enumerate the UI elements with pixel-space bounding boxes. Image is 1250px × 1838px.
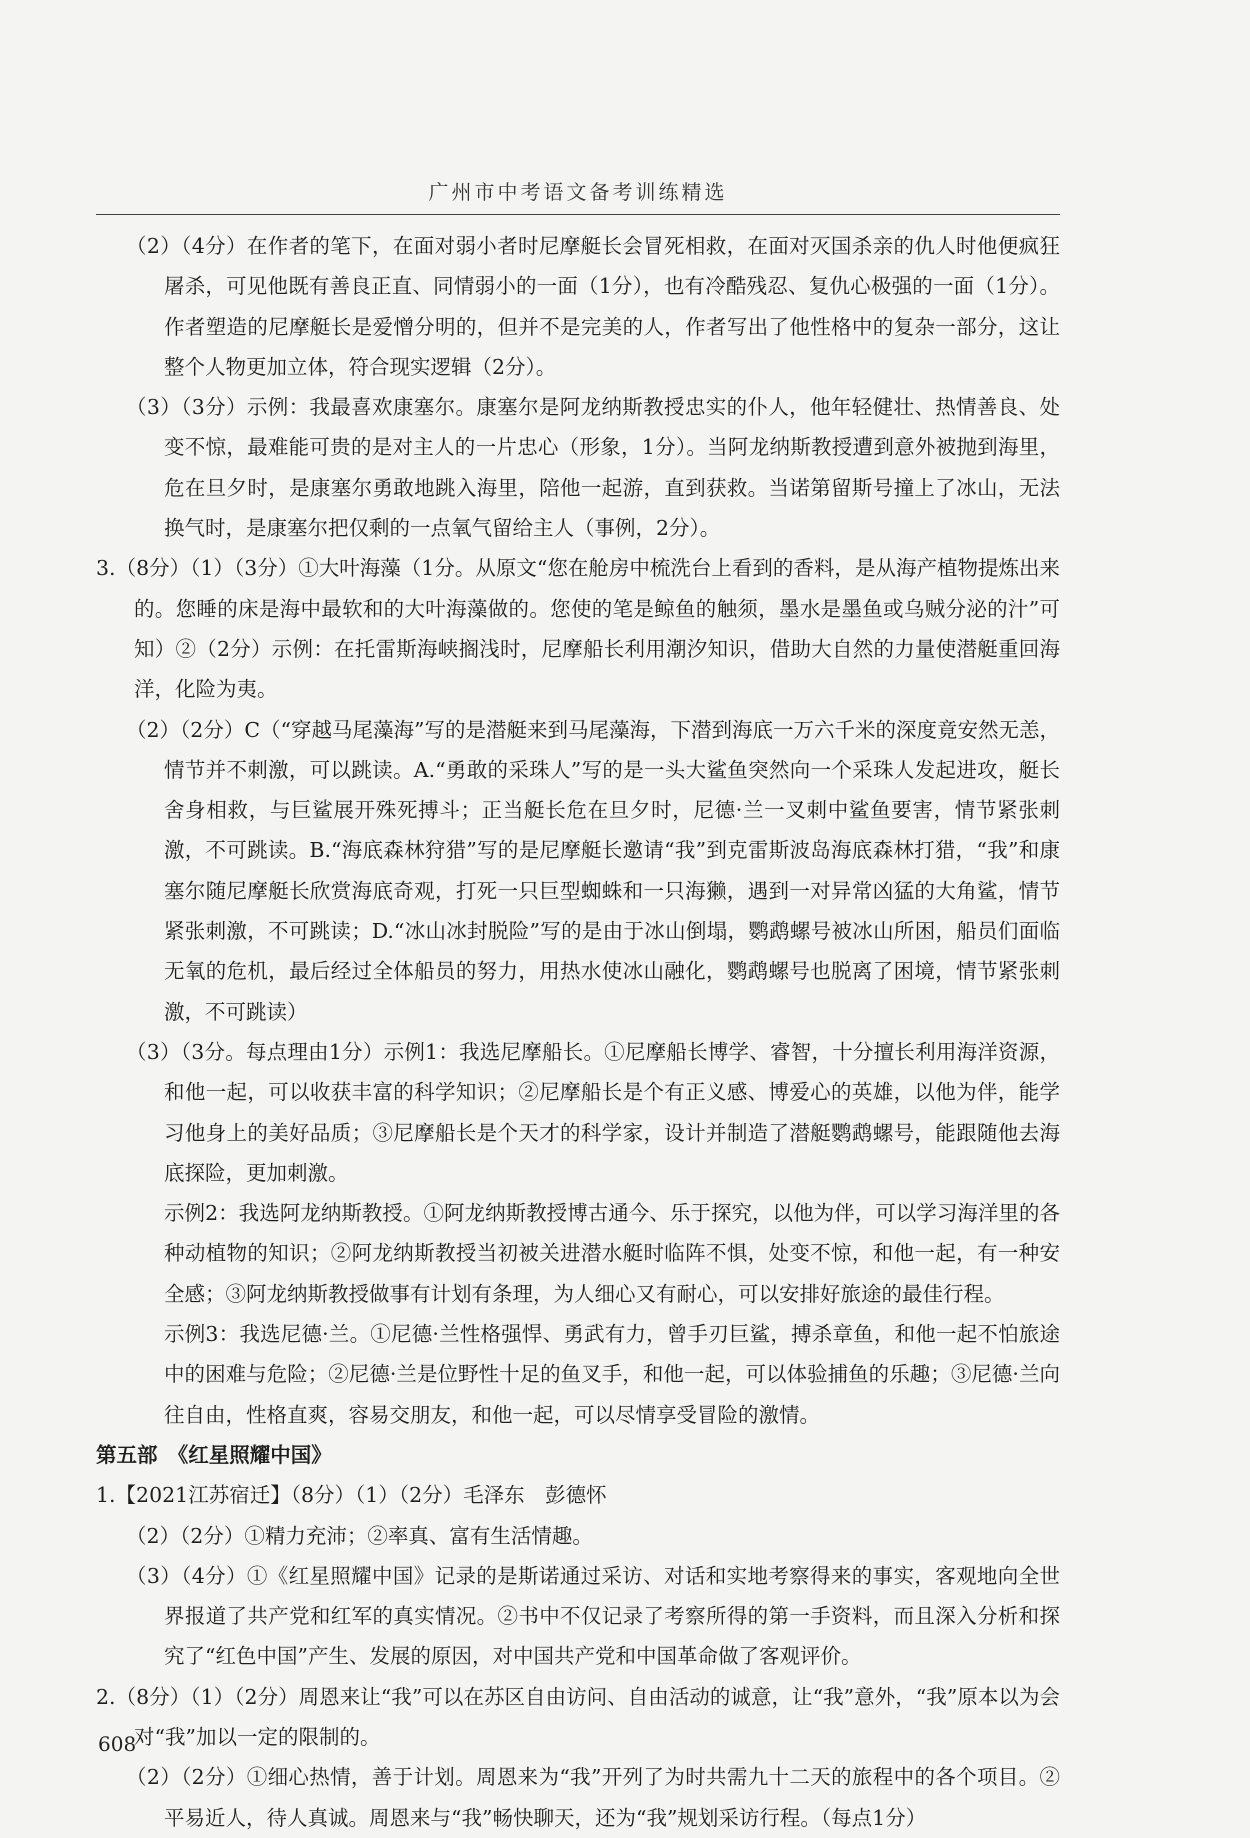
answer-3-2: （2）（2分）C（“穿越马尾藻海”写的是潜艇来到马尾藻海，下潜到海底一万六千米的深度竟安然无恙，情节并不刺激，可以跳读。A.“勇敢的采珠人”写的是一头大鲨鱼突然向一个采珠人发起进攻，艇长舍身相救，与巨鲨展开殊死搏斗；正当艇长危在旦夕时，尼德·兰一叉刺中鲨鱼要害，情节紧张刺激，不可跳读。B.“海底森林狩猎”写的是尼摩艇长邀请“我”到克雷斯波岛海底森林打猎，“我”和康塞尔随尼摩艇长欣赏海底奇观，打死一只巨型蜘蛛和一只海獭，遇到一对异常凶猛的大角鲨，情节紧张刺激，不可跳读；D.“冰山冰封脱险”写的是由于冰山倒塌，鹦鹉螺号被冰山所困，船员们面临无氧的危机，最后经过全体船员的努力，用热水使冰山融化，鹦鹉螺号也脱离了困境，情节紧张刺激，不可跳读） — [126, 717, 1060, 1024]
running-header: 广州市中考语文备考训练精选 — [428, 180, 728, 204]
answer-1-3: （3）（4分）①《红星照耀中国》记录的是斯诺通过采访、对话和实地考察得来的事实，客观地向全世界报道了共产党和红军的真实情况。②书中不仅记录了考察所得的第一手资料，而且深入分析和探究了“红色中国”产生、发展的原因，对中国共产党和中国革命做了客观评价。 — [126, 1563, 1060, 1669]
header-rule — [96, 214, 1060, 215]
answer-3-3-example1: （3）（3分。每点理由1分）示例1：我选尼摩船长。①尼摩船长博学、睿智，十分擅长利用海洋资源，和他一起，可以收获丰富的科学知识；②尼摩船长是个有正义感、博爱心的英雄，以他为伴，能学习他身上的美好品质；③尼摩船长是个天才的科学家，设计并制造了潜艇鹦鹉螺号，能跟随他去海底探险，更加刺激。 — [126, 1039, 1060, 1185]
answer-3-1: 3.（8分）（1）（3分）①大叶海藻（1分。从原文“您在舱房中梳洗台上看到的香料，是从海产植物提炼出来的。您睡的床是海中最软和的大叶海藻做的。您使的笔是鲸鱼的触须，墨水是墨鱼或乌贼分泌的汁”可知）②（2分）示例：在托雷斯海峡搁浅时，尼摩船长利用潮汐知识，借助大自然的力量使潜艇重回海洋，化险为夷。 — [96, 556, 1060, 702]
page-number: 608 — [98, 1732, 137, 1756]
answer-3-3-example2: 示例2：我选阿龙纳斯教授。①阿龙纳斯教授博古通今、乐于探究，以他为伴，可以学习海洋里的各种动植物的知识；②阿龙纳斯教授当初被关进潜水艇时临阵不惧，处变不惊，和他一起，有一种安全感；③阿龙纳斯教授做事有计划有条理，为人细心又有耐心，可以安排好旅途的最佳行程。 — [164, 1201, 1060, 1306]
answer-3-3-example3: 示例3：我选尼德·兰。①尼德·兰性格强悍、勇武有力，曾手刃巨鲨，搏杀章鱼，和他一起不怕旅途中的困难与危险；②尼德·兰是位野性十足的鱼叉手，和他一起，可以体验捕鱼的乐趣；③尼德·兰向往自由，性格直爽，容易交朋友，和他一起，可以尽情享受冒险的激情。 — [164, 1322, 1060, 1427]
answer-2-2b: （2）（2分）①细心热情，善于计划。周恩来为“我”开列了为时共需九十二天的旅程中的各个项目。②平易近人，待人真诚。周恩来与“我”畅快聊天，还为“我”规划采访行程。（每点1分） — [126, 1765, 1060, 1830]
answer-1-2: （2）（2分）①精力充沛；②率真、富有生活情趣。 — [126, 1523, 593, 1548]
answer-1-1: 1.【2021江苏宿迁】（8分）（1）（2分）毛泽东 彭德怀 — [96, 1483, 607, 1508]
answer-2-3: （3）（3分）示例：我最喜欢康塞尔。康塞尔是阿龙纳斯教授忠实的仆人，他年轻健壮、热情善良、处变不惊，最难能可贵的是对主人的一片忠心（形象，1分）。当阿龙纳斯教授遭到意外被抛到海里，危在旦夕时，是康塞尔勇敢地跳入海里，陪他一起游，直到获救。当诺第留斯号撞上了冰山，无法换气时，是康塞尔把仅剩的一点氧气留给主人（事例，2分）。 — [126, 395, 1060, 541]
answer-2-2: （2）（4分）在作者的笔下，在面对弱小者时尼摩艇长会冒死相救，在面对灭国杀亲的仇人时他便疯狂屠杀，可见他既有善良正直、同情弱小的一面（1分），也有冷酷残忍、复仇心极强的一面（1分）。作者塑造的尼摩艇长是爱憎分明的，但并不是完美的人，作者写出了他性格中的复杂一部分，这让整个人物更加立体，符合现实逻辑（2分）。 — [126, 234, 1060, 379]
answer-2-1: 2.（8分）（1）（2分）周恩来让“我”可以在苏区自由访问、自由活动的诚意，让“我”意外，“我”原本以为会对“我”加以一定的限制的。 — [96, 1684, 1060, 1749]
answer-content — [96, 226, 1060, 1838]
section-heading: 第五部 《红星照耀中国》 — [96, 1442, 332, 1467]
